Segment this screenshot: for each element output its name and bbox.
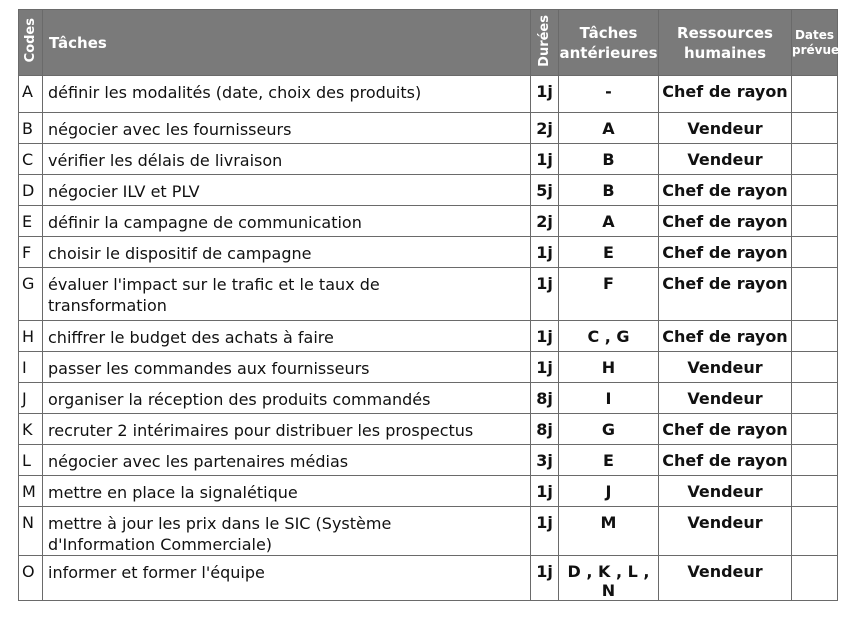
task-description: définir la campagne de communication: [43, 206, 531, 237]
table-row: [19, 268, 838, 321]
task-code: B: [19, 113, 43, 144]
task-code: L: [19, 445, 43, 476]
previous-tasks: G: [559, 414, 659, 445]
task-code: N: [19, 507, 43, 556]
planned-dates: [792, 414, 838, 445]
human-resource: Chef de rayon: [659, 445, 792, 476]
task-code: G: [19, 268, 43, 321]
task-code: A: [19, 76, 43, 113]
task-code: J: [19, 383, 43, 414]
human-resource: Chef de rayon: [659, 268, 792, 321]
task-duration: 8j: [531, 383, 559, 414]
previous-tasks: C , G: [559, 321, 659, 352]
task-description: passer les commandes aux fournisseurs: [43, 352, 531, 383]
previous-tasks: M: [559, 507, 659, 556]
previous-tasks: E: [559, 445, 659, 476]
human-resource: Chef de rayon: [659, 414, 792, 445]
table-row: [19, 175, 838, 206]
human-resource: Vendeur: [659, 476, 792, 507]
task-code: H: [19, 321, 43, 352]
table-row: [19, 113, 838, 144]
task-duration: 3j: [531, 445, 559, 476]
previous-tasks: A: [559, 113, 659, 144]
task-code: O: [19, 556, 43, 601]
task-description: choisir le dispositif de campagne: [43, 237, 531, 268]
planned-dates: [792, 476, 838, 507]
human-resource: Chef de rayon: [659, 175, 792, 206]
planned-dates: [792, 268, 838, 321]
planned-dates: [792, 445, 838, 476]
task-duration: 1j: [531, 556, 559, 601]
task-description: négocier avec les fournisseurs: [43, 113, 531, 144]
table-row: [19, 144, 838, 175]
previous-tasks: I: [559, 383, 659, 414]
task-description: négocier ILV et PLV: [43, 175, 531, 206]
task-duration: 1j: [531, 268, 559, 321]
header-human-resources: Ressources humaines: [659, 10, 792, 76]
human-resource: Vendeur: [659, 113, 792, 144]
table-row: [19, 476, 838, 507]
previous-tasks: D , K , L , N: [559, 556, 659, 601]
human-resource: Chef de rayon: [659, 76, 792, 113]
header-previous-tasks: Tâches antérieures: [559, 10, 659, 76]
table-row: [19, 321, 838, 352]
task-description: mettre à jour les prix dans le SIC (Système d'Information Commerciale): [43, 507, 531, 556]
task-planning-table: [18, 9, 847, 601]
planned-dates: [792, 321, 838, 352]
task-code: C: [19, 144, 43, 175]
task-description: vérifier les délais de livraison: [43, 144, 531, 175]
planned-dates: [792, 113, 838, 144]
task-code: E: [19, 206, 43, 237]
table-row: [19, 507, 838, 556]
table-header-row: [19, 10, 838, 76]
human-resource: Vendeur: [659, 556, 792, 601]
planned-dates: [792, 556, 838, 601]
task-duration: 1j: [531, 144, 559, 175]
table-row: [19, 556, 838, 601]
task-duration: 1j: [531, 352, 559, 383]
task-duration: 2j: [531, 113, 559, 144]
task-duration: 1j: [531, 476, 559, 507]
task-description: négocier avec les partenaires médias: [43, 445, 531, 476]
previous-tasks: B: [559, 144, 659, 175]
task-code: D: [19, 175, 43, 206]
previous-tasks: F: [559, 268, 659, 321]
task-description: évaluer l'impact sur le trafic et le taux de transformation: [43, 268, 531, 321]
task-code: K: [19, 414, 43, 445]
previous-tasks: E: [559, 237, 659, 268]
task-duration: 5j: [531, 175, 559, 206]
human-resource: Chef de rayon: [659, 237, 792, 268]
table-row: [19, 445, 838, 476]
task-code: I: [19, 352, 43, 383]
human-resource: Vendeur: [659, 383, 792, 414]
planned-dates: [792, 507, 838, 556]
table-row: [19, 383, 838, 414]
table-row: [19, 237, 838, 268]
task-duration: 8j: [531, 414, 559, 445]
task-code: F: [19, 237, 43, 268]
task-duration: 1j: [531, 321, 559, 352]
planned-dates: [792, 76, 838, 113]
table-row: [19, 352, 838, 383]
task-description: définir les modalités (date, choix des produits): [43, 76, 531, 113]
table-row: [19, 414, 838, 445]
task-description: organiser la réception des produits commandés: [43, 383, 531, 414]
table-row: [19, 206, 838, 237]
previous-tasks: A: [559, 206, 659, 237]
human-resource: Chef de rayon: [659, 321, 792, 352]
planned-dates: [792, 175, 838, 206]
human-resource: Vendeur: [659, 507, 792, 556]
human-resource: Chef de rayon: [659, 206, 792, 237]
planned-dates: [792, 383, 838, 414]
task-duration: 1j: [531, 237, 559, 268]
task-code: M: [19, 476, 43, 507]
table-row: [19, 76, 838, 113]
human-resource: Vendeur: [659, 144, 792, 175]
task-description: mettre en place la signalétique: [43, 476, 531, 507]
planned-dates: [792, 144, 838, 175]
previous-tasks: J: [559, 476, 659, 507]
human-resource: Vendeur: [659, 352, 792, 383]
planned-dates: [792, 352, 838, 383]
task-description: chiffrer le budget des achats à faire: [43, 321, 531, 352]
task-duration: 2j: [531, 206, 559, 237]
header-codes: Codes: [19, 10, 43, 76]
header-tasks: Tâches: [43, 10, 531, 76]
task-description: recruter 2 intérimaires pour distribuer les prospectus: [43, 414, 531, 445]
planned-dates: [792, 237, 838, 268]
task-description: informer et former l'équipe: [43, 556, 531, 601]
header-durations: Durées: [531, 10, 559, 76]
previous-tasks: -: [559, 76, 659, 113]
header-planned-dates: Dates prévues: [792, 10, 838, 76]
task-duration: 1j: [531, 76, 559, 113]
planned-dates: [792, 206, 838, 237]
previous-tasks: B: [559, 175, 659, 206]
task-duration: 1j: [531, 507, 559, 556]
previous-tasks: H: [559, 352, 659, 383]
